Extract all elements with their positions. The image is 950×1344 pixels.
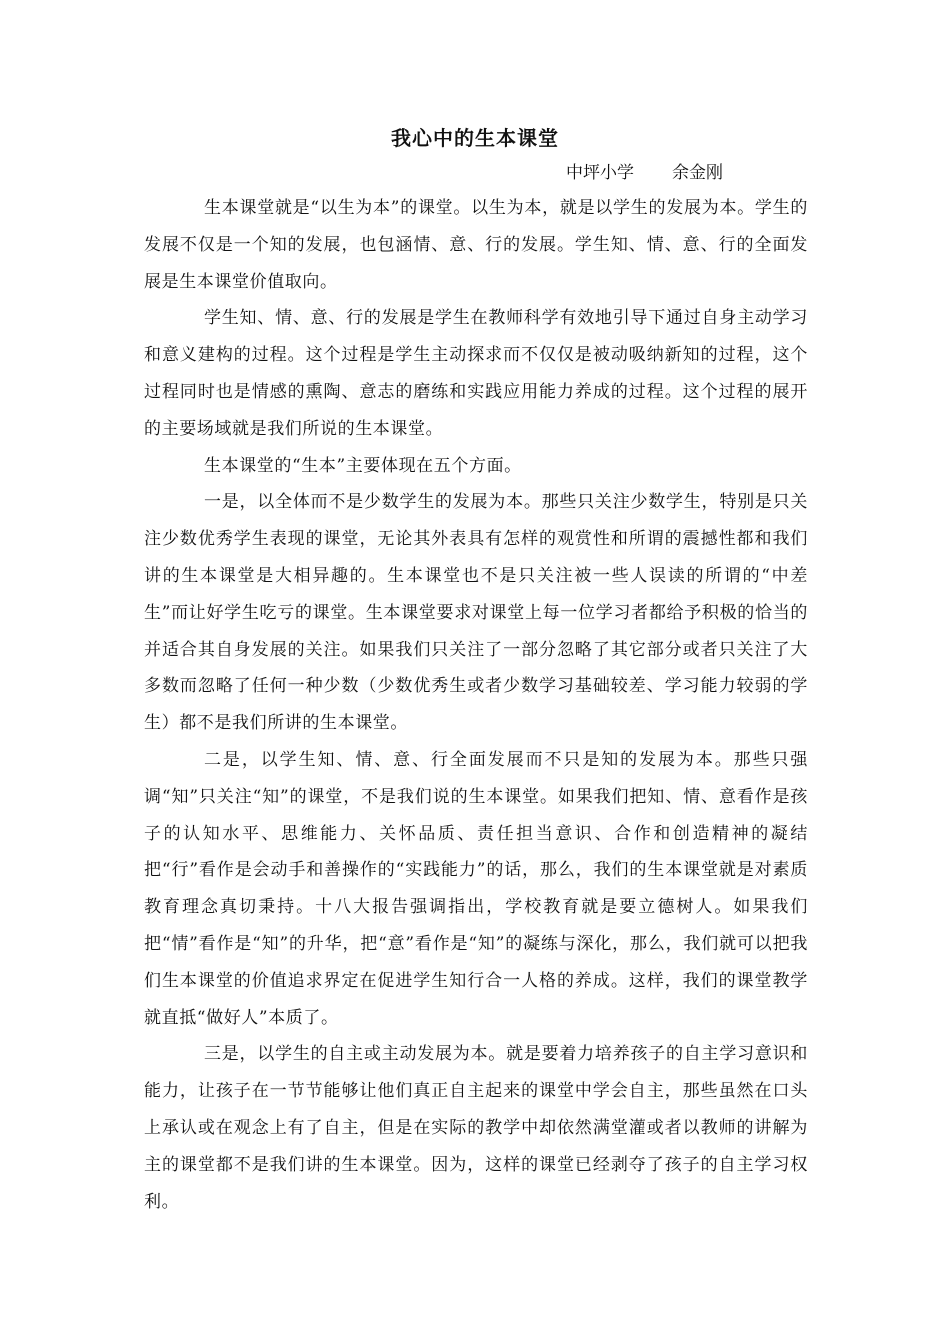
paragraph: 二是，以学生知、情、意、行全面发展而不只是知的发展为本。那些只强调“知”只关注“知”的课堂，不是我们说的生本课堂。如果我们把知、情、意看作是孩子的认知水平、思维能力、关怀品质、责任担当意识、合作和创造精神的凝结把“行”看作是会动手和善操作的“实践能力”的话，那么，我们的生本课堂就是对素质教育理念真切秉持。十八大报告强调指出，学校教育就是要立德树人。如果我们把“情”看作是“知”的升华，把“意”看作是“知”的凝练与深化，那么，我们就可以把我们生本课堂的价值追求界定在促进学生知行合一人格的养成。这样，我们的课堂教学就直抵“做好人”本质了。 <box>144 749 808 1028</box>
document-title: 我心中的生本课堂 <box>391 126 559 150</box>
school-name: 中坪小学 <box>566 163 634 183</box>
paragraph: 一是，以全体而不是少数学生的发展为本。那些只关注少数学生，特别是只关注少数优秀学生表现的课堂，无论其外表具有怎样的观赏性和所谓的震撼性都和我们讲的生本课堂是大相异趣的。生本课堂也不是只关注被一些人误读的所谓的“中差生”而让好学生吃亏的课堂。生本课堂要求对课堂上每一位学习者都给予积极的恰当的并适合其自身发展的关注。如果我们只关注了一部分忽略了其它部分或者只关注了大多数而忽略了任何一种少数（少数优秀生或者少数学习基础较差、学习能力较弱的学生）都不是我们所讲的生本课堂。 <box>144 492 808 734</box>
paragraph: 学生知、情、意、行的发展是学生在教师科学有效地引导下通过自身主动学习和意义建构的过程。这个过程是学生主动探求而不仅仅是被动吸纳新知的过程，这个过程同时也是情感的熏陶、意志的磨练和实践应用能力养成的过程。这个过程的展开的主要场域就是我们所说的生本课堂。 <box>144 308 808 439</box>
author-byline <box>566 160 723 186</box>
paragraph: 生本课堂就是“以生为本”的课堂。以生为本，就是以学生的发展为本。学生的发展不仅是一个知的发展，也包涵情、意、行的发展。学生知、情、意、行的全面发展是生本课堂价值取向。 <box>144 198 808 292</box>
author-name: 余金刚 <box>672 163 723 183</box>
paragraph: 三是，以学生的自主或主动发展为本。就是要着力培养孩子的自主学习意识和能力，让孩子在一节节能够让他们真正自主起来的课堂中学会自主，那些虽然在口头上承认或在观念上有了自主，但是在实际的教学中却依然满堂灌或者以教师的讲解为主的课堂都不是我们讲的生本课堂。因为，这样的课堂已经剥夺了孩子的自主学习权利。 <box>144 1044 808 1212</box>
paragraph: 生本课堂的“生本”主要体现在五个方面。 <box>204 455 522 476</box>
document-body <box>144 190 808 1220</box>
